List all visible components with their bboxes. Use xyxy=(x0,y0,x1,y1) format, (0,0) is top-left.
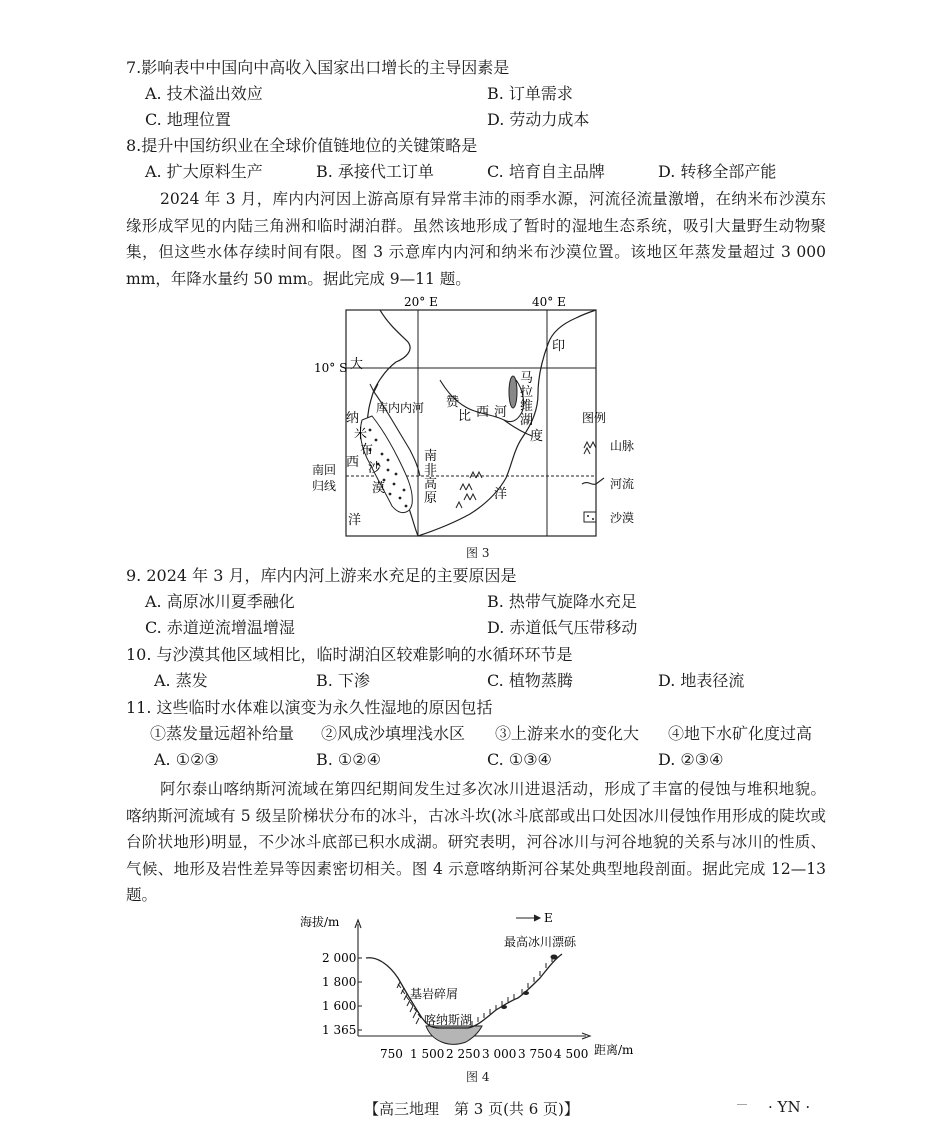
label-namib-1: 纳 xyxy=(346,411,360,426)
q10-option-d: D. 地表径流 xyxy=(658,671,745,690)
label-namib-5: 漠 xyxy=(372,481,386,496)
figure3-caption: 图 3 xyxy=(466,546,490,560)
ytick-2000: 2 000 xyxy=(322,951,357,965)
label-malawi-2: 拉 xyxy=(520,385,534,400)
east-coastline xyxy=(418,310,596,536)
q7-option-a: A. 技术溢出效应 xyxy=(145,84,263,103)
label-malawi-1: 马 xyxy=(520,371,534,386)
footer-mark: __ xyxy=(737,1094,747,1105)
label-zambezi-3: 西 xyxy=(476,405,490,420)
footer-right: · YN · xyxy=(768,1098,811,1116)
q8-option-a: A. 扩大原料生产 xyxy=(145,162,263,181)
label-tropic-1: 南回 xyxy=(312,463,337,477)
xtick-2250: 2 250 xyxy=(446,1047,481,1061)
q11-option-c: C. ①③④ xyxy=(487,750,552,769)
label-malawi-3: 维 xyxy=(520,399,534,414)
legend-mountain-icon xyxy=(584,442,596,454)
q9-option-d: D. 赤道低气压带移动 xyxy=(487,618,638,637)
q9-stem: 9. 2024 年 3 月，库内内河上游来水充足的主要原因是 xyxy=(126,566,517,585)
q7-option-b: B. 订单需求 xyxy=(487,84,573,103)
lake-malawi xyxy=(509,376,517,408)
mountain-symbols xyxy=(456,472,482,508)
legend-desert-icon xyxy=(584,512,596,522)
label-atlantic-xi: 西 xyxy=(346,455,360,470)
q11-item-3: ③上游来水的变化大 xyxy=(495,724,640,743)
legend-mountain-label: 山脉 xyxy=(610,439,635,453)
label-indian-du: 度 xyxy=(530,429,544,444)
label-namib-3: 布 xyxy=(360,443,374,458)
q8-stem: 8.提升中国纺织业在全球价值链地位的关键策略是 xyxy=(126,136,478,155)
label-tropic-2: 归线 xyxy=(312,479,337,493)
right-slope-marks xyxy=(472,957,552,1026)
xtick-3750: 3 750 xyxy=(518,1047,553,1061)
label-atlantic-yang: 洋 xyxy=(348,513,362,528)
ytick-1600: 1 600 xyxy=(322,999,357,1013)
xtick-3000: 3 000 xyxy=(482,1047,517,1061)
q7-option-c: C. 地理位置 xyxy=(145,110,231,129)
label-kanas-lake: 喀纳斯湖 xyxy=(424,1013,473,1027)
kanas-lake xyxy=(426,1026,482,1044)
label-bedrock-debris: 基岩碎屑 xyxy=(410,987,459,1001)
label-namib-4: 沙 xyxy=(368,461,382,476)
passage-kunene: 2024 年 3 月，库内内河因上游高原有异常丰沛的雨季水源，河流径流量激增，在纳米布沙漠东缘形成罕见的内陆三角洲和临时湖泊群。虽然该地形成了暂时的湿地生态系统，吸引大量野生动物聚集，但这些水体存续时间有限。图 3 示意库内内河和纳米布沙漠位置。该地区年蒸发量超过 3 000 mm，年降水量约 50 mm。据此完成 9—11 题。 xyxy=(126,190,826,288)
q11-item-1: ①蒸发量远超补给量 xyxy=(150,724,295,743)
q11-option-d: D. ②③④ xyxy=(658,750,724,769)
label-malawi-4: 湖 xyxy=(520,413,534,428)
q10-option-a: A. 蒸发 xyxy=(154,671,208,690)
label-indian-yang: 洋 xyxy=(494,487,508,502)
q10-option-c: C. 植物蒸腾 xyxy=(487,671,573,690)
xtick-1500: 1 500 xyxy=(410,1047,445,1061)
q7-option-d: D. 劳动力成本 xyxy=(487,110,590,129)
q7-stem: 7.影响表中中国向中高收入国家出口增长的主导因素是 xyxy=(126,58,510,77)
y-axis-label: 海拔/m xyxy=(300,915,340,929)
label-20e: 20° E xyxy=(404,295,438,309)
figure4-profile xyxy=(300,906,660,1078)
label-namib-2: 米 xyxy=(354,427,368,442)
boulder xyxy=(501,1005,507,1009)
q8-option-c: C. 培育自主品牌 xyxy=(487,162,605,181)
passage-kanas: 阿尔泰山喀纳斯河流域在第四纪期间发生过多次冰川进退活动，形成了丰富的侵蚀与堆积地貌。喀纳斯河流域有 5 级呈阶梯状分布的冰斗，古冰斗坎(冰斗底部或出口处因冰川侵蚀作用形成的陡坎或台阶状地形)明显，不少冰斗底部已积水成湖。研究表明，河谷冰川与河谷地貌的关系与冰川的性质、气候、地形及岩性差异等因素密切相关。图 4 示意喀纳斯河谷某处典型地段剖面。据此完成 12—13 题。 xyxy=(126,780,826,904)
q9-option-c: C. 赤道逆流增温增湿 xyxy=(145,618,295,637)
legend-river-label: 河流 xyxy=(610,477,635,491)
direction-label: E xyxy=(544,911,553,925)
label-40e: 40° E xyxy=(532,295,566,309)
q10-stem: 10. 与沙漠其他区域相比，临时湖泊区较难影响的水循环环节是 xyxy=(126,645,573,664)
figure3-map xyxy=(300,294,650,564)
label-zambezi-1: 赞 xyxy=(446,395,460,410)
legend-desert-label: 沙漠 xyxy=(610,511,635,525)
label-atlantic-da: 大 xyxy=(350,357,364,372)
label-plateau-1: 南 xyxy=(424,449,438,464)
figure4-caption: 图 4 xyxy=(466,1070,490,1084)
footer-center: 【高三地理 第 3 页(共 6 页)】 xyxy=(364,1100,579,1118)
boulder xyxy=(523,991,529,995)
label-zambezi-4: 河 xyxy=(494,405,508,420)
label-highest-erratic: 最高冰川漂砾 xyxy=(504,935,577,949)
x-axis-label: 距离/m xyxy=(594,1043,634,1057)
q11-option-a: A. ①②③ xyxy=(154,750,219,769)
legend-river-icon xyxy=(582,478,604,484)
q10-option-b: B. 下渗 xyxy=(316,671,370,690)
east-arrow-head xyxy=(534,915,540,921)
q9-option-b: B. 热带气旋降水充足 xyxy=(487,592,637,611)
highest-erratic-boulder xyxy=(551,955,558,960)
q11-stem: 11. 这些临时水体难以演变为永久性湿地的原因包括 xyxy=(126,698,493,717)
q8-option-d: D. 转移全部产能 xyxy=(658,162,777,181)
xtick-4500: 4 500 xyxy=(554,1047,589,1061)
q11-item-2: ②风成沙填埋浅水区 xyxy=(321,724,466,743)
legend-title: 图例 xyxy=(582,411,607,425)
label-indian-yin: 印 xyxy=(552,339,566,354)
label-kunene: 库内内河 xyxy=(376,401,425,415)
label-plateau-2: 非 xyxy=(424,463,438,478)
q9-option-a: A. 高原冰川夏季融化 xyxy=(145,592,295,611)
q11-option-b: B. ①②④ xyxy=(316,750,381,769)
ytick-1365: 1 365 xyxy=(322,1023,357,1037)
ytick-1800: 1 800 xyxy=(322,975,357,989)
q8-option-b: B. 承接代工订单 xyxy=(316,162,434,181)
q11-item-4: ④地下水矿化度过高 xyxy=(668,724,813,743)
label-10s: 10° S xyxy=(314,361,348,375)
label-plateau-4: 原 xyxy=(424,491,438,506)
label-zambezi-2: 比 xyxy=(458,409,472,424)
label-plateau-3: 高 xyxy=(424,477,438,492)
xtick-750: 750 xyxy=(380,1047,403,1061)
